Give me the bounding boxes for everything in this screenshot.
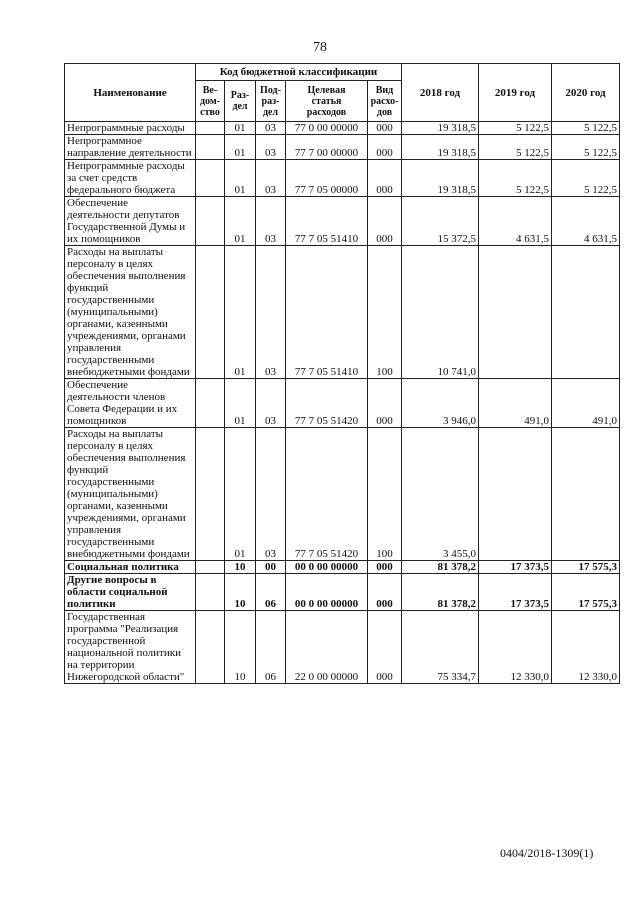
row-value-2020: 17 575,3 (552, 574, 620, 611)
row-tselevaya: 77 7 05 51410 (286, 246, 368, 379)
row-podrazdel: 03 (256, 379, 286, 428)
row-vid: 100 (368, 428, 402, 561)
row-razdel: 10 (225, 611, 256, 684)
row-value-2019 (479, 428, 552, 561)
row-name: Другие вопросы в области социальной политики (65, 574, 196, 611)
row-value-2019: 12 330,0 (479, 611, 552, 684)
row-value-2020 (552, 428, 620, 561)
header-tselevaya: Целевая статья расходов (286, 81, 368, 122)
row-tselevaya: 00 0 00 00000 (286, 574, 368, 611)
table-row (65, 611, 620, 684)
row-vedomstvo (196, 574, 225, 611)
header-2018: 2018 год (402, 64, 479, 122)
row-vid: 100 (368, 246, 402, 379)
row-razdel: 10 (225, 574, 256, 611)
row-value-2018: 81 378,2 (402, 574, 479, 611)
table-row (65, 122, 620, 135)
row-podrazdel: 03 (256, 122, 286, 135)
row-name: Непрограммное направление деятельности (65, 135, 196, 160)
row-vid: 000 (368, 379, 402, 428)
document-code: 0404/2018-1309(1) (500, 846, 594, 860)
row-razdel: 01 (225, 379, 256, 428)
row-vedomstvo (196, 428, 225, 561)
row-podrazdel: 03 (256, 246, 286, 379)
row-value-2020: 5 122,5 (552, 160, 620, 197)
row-razdel: 01 (225, 197, 256, 246)
row-name: Государственная программа "Реализация государственной национальной политики на территории Нижегородской области" (65, 611, 196, 684)
row-tselevaya: 77 7 05 00000 (286, 160, 368, 197)
row-name: Непрограммные расходы (65, 122, 196, 135)
row-tselevaya: 77 0 00 00000 (286, 122, 368, 135)
header-budget-code: Код бюджетной классификации (196, 64, 402, 81)
row-value-2018: 19 318,5 (402, 135, 479, 160)
row-podrazdel: 03 (256, 160, 286, 197)
row-vedomstvo (196, 379, 225, 428)
row-name: Расходы на выплаты персоналу в целях обеспечения выполнения функций государственными (муниципальными) органами, казенными учреждениями, органами управления государственными внебюджетными фондами (65, 246, 196, 379)
row-value-2019: 17 373,5 (479, 574, 552, 611)
table-row (65, 561, 620, 574)
table-row (65, 246, 620, 379)
row-vedomstvo (196, 197, 225, 246)
row-name: Непрограммные расходы за счет средств федерального бюджета (65, 160, 196, 197)
header-vedomstvo: Ве- дом- ство (196, 81, 225, 122)
row-razdel: 10 (225, 561, 256, 574)
row-tselevaya: 77 7 05 51420 (286, 428, 368, 561)
header-2020: 2020 год (552, 64, 620, 122)
row-value-2019: 5 122,5 (479, 135, 552, 160)
row-value-2019: 491,0 (479, 379, 552, 428)
row-razdel: 01 (225, 428, 256, 561)
row-vid: 000 (368, 122, 402, 135)
row-value-2020: 5 122,5 (552, 135, 620, 160)
row-podrazdel: 06 (256, 574, 286, 611)
row-vedomstvo (196, 561, 225, 574)
row-value-2018: 10 741,0 (402, 246, 479, 379)
row-value-2019: 17 373,5 (479, 561, 552, 574)
row-razdel: 01 (225, 135, 256, 160)
row-value-2018: 3 946,0 (402, 379, 479, 428)
row-razdel: 01 (225, 246, 256, 379)
row-name: Расходы на выплаты персоналу в целях обеспечения выполнения функций государственными (муниципальными) органами, казенными учреждениями, органами управления государственными внебюджетными фондами (65, 428, 196, 561)
row-podrazdel: 03 (256, 197, 286, 246)
row-vedomstvo (196, 611, 225, 684)
row-vedomstvo (196, 135, 225, 160)
row-vedomstvo (196, 160, 225, 197)
row-vedomstvo (196, 246, 225, 379)
row-tselevaya: 00 0 00 00000 (286, 561, 368, 574)
row-podrazdel: 06 (256, 611, 286, 684)
row-tselevaya: 22 0 00 00000 (286, 611, 368, 684)
page-number: 78 (313, 40, 327, 55)
row-value-2020: 4 631,5 (552, 197, 620, 246)
row-vid: 000 (368, 574, 402, 611)
row-vid: 000 (368, 135, 402, 160)
row-razdel: 01 (225, 122, 256, 135)
budget-table (64, 63, 620, 684)
row-name: Социальная политика (65, 561, 196, 574)
row-value-2018: 81 378,2 (402, 561, 479, 574)
row-value-2020: 491,0 (552, 379, 620, 428)
row-value-2020: 12 330,0 (552, 611, 620, 684)
header-name: Наименование (65, 64, 196, 122)
table-row (65, 379, 620, 428)
row-value-2018: 19 318,5 (402, 122, 479, 135)
header-podrazdel: Под- раз- дел (256, 81, 286, 122)
row-podrazdel: 03 (256, 428, 286, 561)
header-razdel: Раз- дел (225, 81, 256, 122)
row-value-2018: 19 318,5 (402, 160, 479, 197)
table-body (65, 122, 620, 684)
table-row (65, 574, 620, 611)
table-row (65, 197, 620, 246)
row-vid: 000 (368, 561, 402, 574)
row-value-2018: 3 455,0 (402, 428, 479, 561)
table-row (65, 135, 620, 160)
row-razdel: 01 (225, 160, 256, 197)
header-2019: 2019 год (479, 64, 552, 122)
row-name: Обеспечение деятельности депутатов Государственной Думы и их помощников (65, 197, 196, 246)
row-vid: 000 (368, 611, 402, 684)
row-vid: 000 (368, 197, 402, 246)
row-tselevaya: 77 7 05 51410 (286, 197, 368, 246)
row-value-2018: 15 372,5 (402, 197, 479, 246)
row-value-2020: 5 122,5 (552, 122, 620, 135)
row-vid: 000 (368, 160, 402, 197)
table-row (65, 428, 620, 561)
row-podrazdel: 00 (256, 561, 286, 574)
row-value-2019: 5 122,5 (479, 122, 552, 135)
row-value-2019: 5 122,5 (479, 160, 552, 197)
row-value-2019: 4 631,5 (479, 197, 552, 246)
row-value-2020: 17 575,3 (552, 561, 620, 574)
row-tselevaya: 77 7 05 51420 (286, 379, 368, 428)
row-tselevaya: 77 7 00 00000 (286, 135, 368, 160)
row-value-2020 (552, 246, 620, 379)
table-row (65, 160, 620, 197)
row-value-2019 (479, 246, 552, 379)
row-name: Обеспечение деятельности членов Совета Федерации и их помощников (65, 379, 196, 428)
row-value-2018: 75 334,7 (402, 611, 479, 684)
row-vedomstvo (196, 122, 225, 135)
row-podrazdel: 03 (256, 135, 286, 160)
header-vid: Вид расхо- дов (368, 81, 402, 122)
